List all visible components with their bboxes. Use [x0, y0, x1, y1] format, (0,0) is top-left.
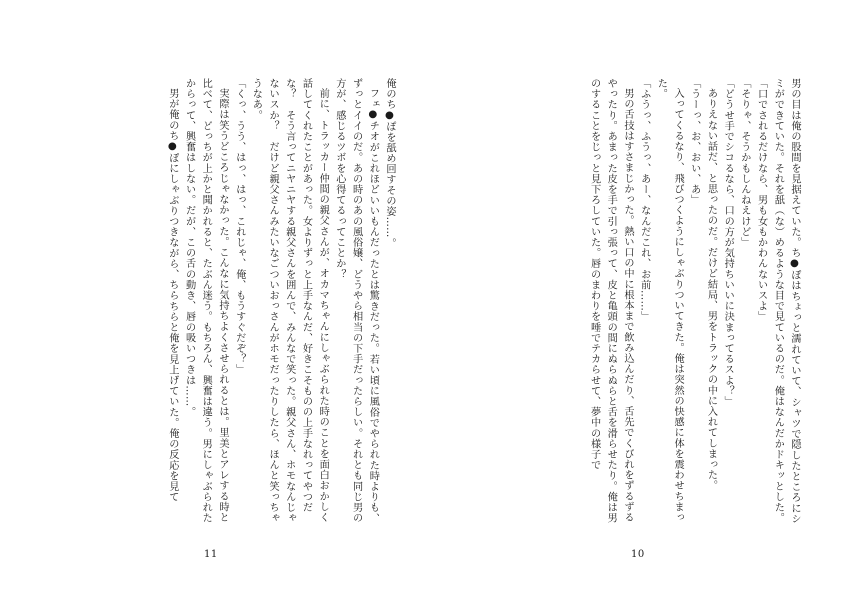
left-paragraph-1: 俺のち●ぽを舐め回すその姿……。	[384, 78, 395, 249]
right-paragraph-9: 男の舌技はすさまじかった。熱い口の中に根本まで飲み込んだり、舌先でくびれをずるずるやったり。あまった皮を手で引っ張って、皮と亀頭の間にぬらぬらと舌を滑らせたり。俺は男のすることをじっと見下ろしていた。唇のまわりを唾でテカらせて、夢中の様子で	[588, 78, 633, 524]
left-paragraph-3: 前に、トラッカー仲間の親父さんが、オカマちゃんにしゃぶられた時のことを面白おかしく話してくれたことがあった。女よりずっと上手なんだ、好きこそものの上手なれってやつだな？ そう言ってニヤニヤする親父さんを囲んで、みんなで笑った。親父さん、ホモなんじゃないスか？ だけど親父さんみたいなごついおっさんがホモだったりしたら、ほんと笑っちゃうなあ。	[250, 78, 329, 524]
left-page-body	[97, 78, 397, 533]
page-number-left: 11	[204, 549, 218, 560]
right-paragraph-1: 男の目は俺の股間を見据えていた。ち●ぽはちょっと濡れていて、シャツで隠したところにシミができていた。それを舐（な）めるような目で見ているのだ。俺はなんだかドキッとした。	[772, 78, 800, 524]
right-paragraph-5: ありえない話だ、と思ったのだ。だけど結局、男をトラックの中に入れてしまった。	[705, 88, 717, 491]
right-paragraph-6: 「うーっ、お、おい、あ」	[688, 78, 700, 206]
left-paragraph-6: 男が俺のち●ぽにしゃぶりつきながら、ちらちらと俺を見上げていた。俺の反応を見て	[166, 88, 178, 503]
right-page	[425, 0, 850, 600]
left-paragraph-2: フェ●チオがこれほどいいもんだったとは驚きだった。若い頃に風俗でやられた時よりも、ずっとイイのだ。あの時のあの風俗嬢、どうやら相当の下手だったらしい。それとも同じ男の方が、感じるツボを心得てるってことか？	[333, 78, 379, 524]
left-paragraph-5: 実際は笑うどころじゃなかった。こんなに気持ちよくさせられるとは。里美とアレする時と比べて、どっちが上かと聞かれると、たぶん迷う。もちろん、興奮は違う。男にしゃぶられたからって、興奮はしない。だが、この舌の動き、唇の吸いつきは……。	[183, 78, 228, 524]
page-number-right: 10	[631, 549, 645, 560]
right-paragraph-8: 「ふうっ、ふうっ、あー、なんだこれ、お前……」	[638, 78, 650, 322]
right-paragraph-2: 「口でされるだけなら、男も女もかわんないスよ」	[755, 78, 767, 322]
right-page-body	[502, 78, 802, 533]
right-paragraph-3: 「そりゃ、そうかもしんねえけど」	[738, 78, 750, 248]
right-paragraph-7: 入ってくるなり、飛びつくようにしゃぶりついてきた。俺は突然の快感に体を震わせちまった。	[655, 78, 684, 523]
right-paragraph-4: 「どうせ手でシコるなら、口の方が気持ちいいに決まってるスよ？」	[722, 78, 734, 407]
left-paragraph-4: 「くっ、うう、はっ、はっ、これじゃ、俺、もうすぐだぞ？」	[233, 78, 245, 375]
